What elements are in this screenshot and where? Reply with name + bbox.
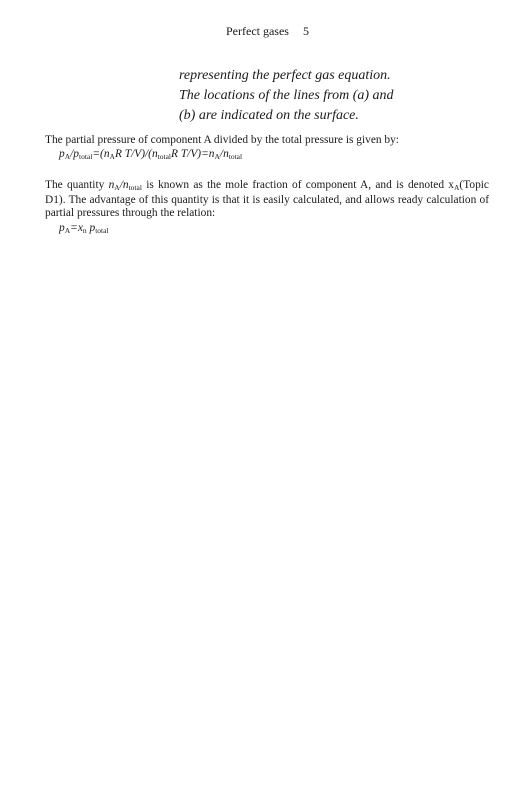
caption-line-3: (b) are indicated on the surface. [179,108,359,123]
caption-line-1: representing the perfect gas equation. [179,68,391,83]
paragraph-partial-pressure: The partial pressure of component A divided by the total pressure is given by: [45,134,399,146]
equation-partial-pressure-relation: $p_A=x_n$ $p_{total}$ [59,222,109,235]
page-number: 5 [302,24,309,38]
paragraph-mole-fraction: The quantity $n_A/n_{total}$ is known as the mole fraction of component A, and is denoted $x_A(Topic$ D1). The advantage of this quantity is that it is easily calculated, and allows ready calculation of partial pressures through the relation: [45,179,489,219]
header-title: Perfect gases [226,24,289,38]
running-header [226,24,309,39]
equation-partial-pressure-ratio: $p_A/p_{total}=(n_AR$ $T/V)/(n_{total}R$ $T/V)=n_A/n_{total}$ [59,148,243,161]
figure-caption [179,66,439,126]
caption-line-2: The locations of the lines from (a) and [179,88,394,103]
